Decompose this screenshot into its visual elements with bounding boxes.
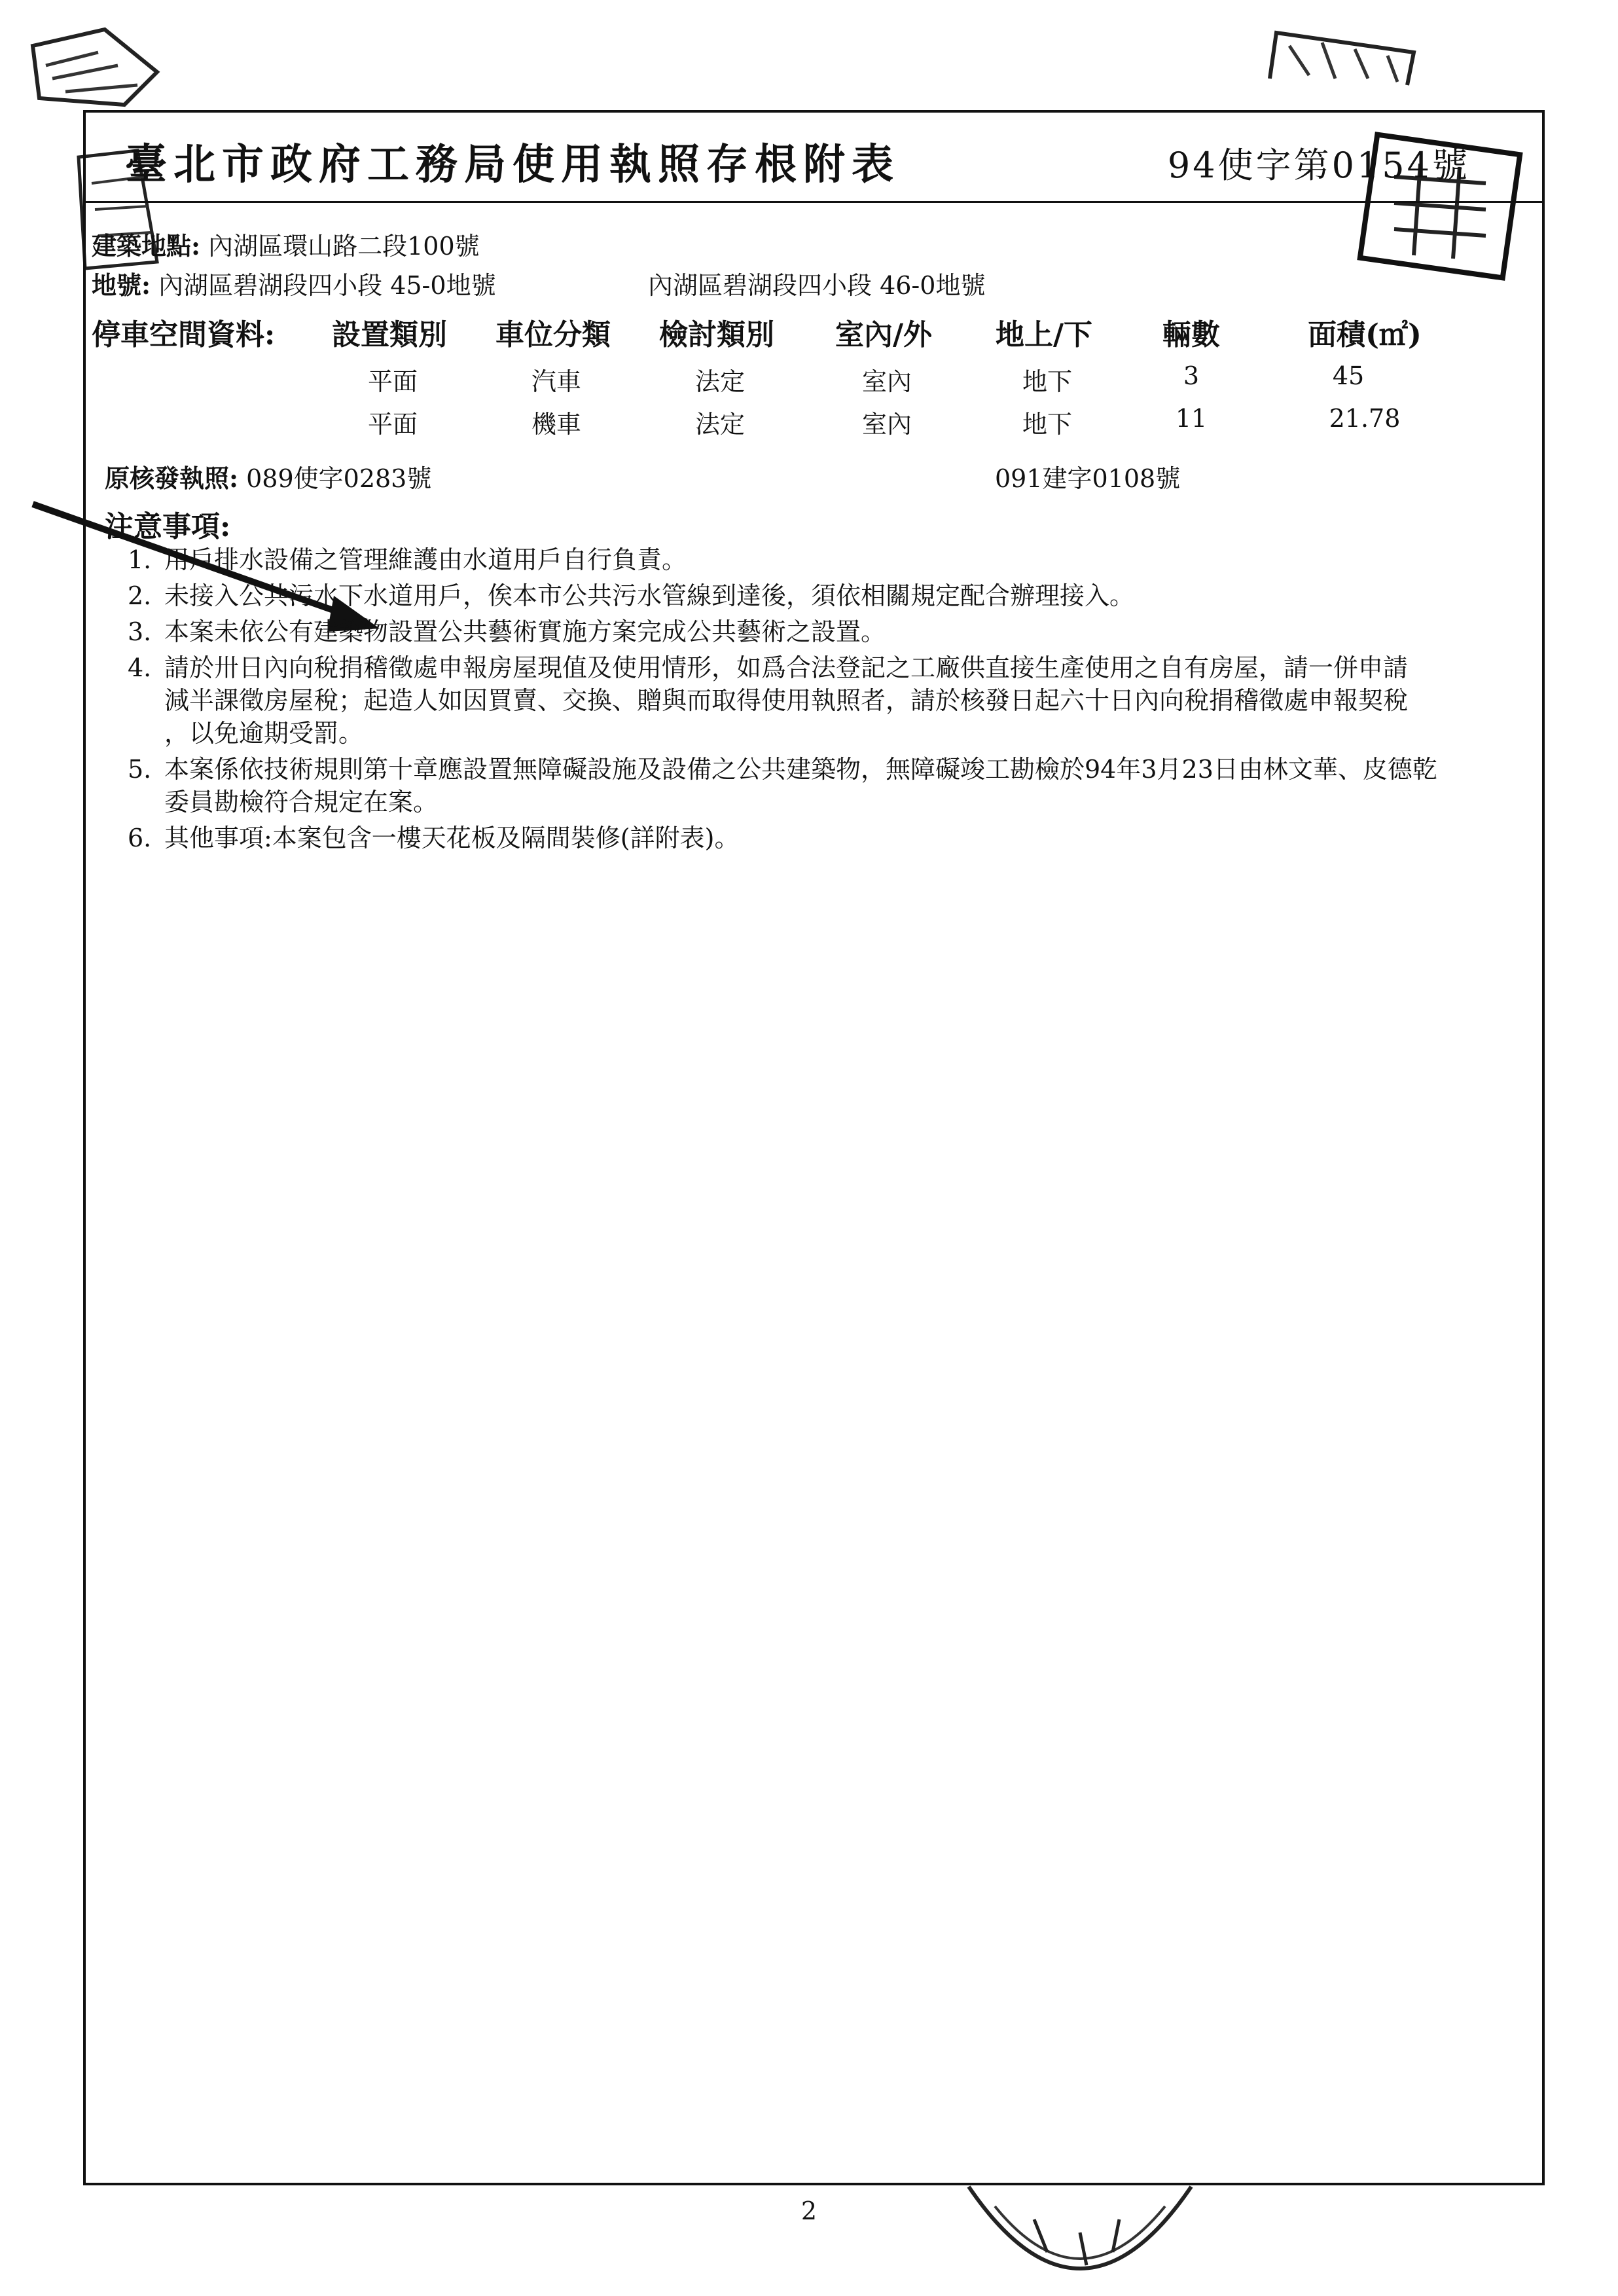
original-permit-value-2: 091建字0108號	[995, 464, 1181, 493]
parking-cell: 地下	[1022, 367, 1073, 396]
note-item-2: 2. 未接入公共污水下水道用戶，俟本市公共污水管線到達後，須依相關規定配合辦理接入。	[128, 581, 1135, 610]
parking-header-review: 檢討類別	[659, 318, 774, 352]
parking-cell: 11	[1175, 404, 1208, 433]
original-permit-value-1: 089使字0283號	[246, 464, 432, 493]
parking-header-area: 面積(㎡)	[1308, 318, 1422, 352]
parking-header-type: 設置類別	[332, 318, 447, 352]
parking-cell: 法定	[694, 410, 746, 439]
lot-line	[92, 265, 496, 301]
original-permit-line	[105, 458, 431, 494]
parking-cell: 3	[1183, 361, 1200, 390]
parking-cell: 法定	[694, 367, 746, 396]
parking-cell: 機車	[531, 410, 582, 439]
parking-cell: 45	[1332, 361, 1365, 390]
note-item-4: 4. 請於卅日內向稅捐稽徵處申報房屋現值及使用情形，如爲合法登記之工廠供直接生產使用之自有房屋，請一併申請 減半課徵房屋稅；起造人如因買賣、交換、贈與而取得使用執照者，請於核發日起六十日內向稅捐稽徵處申報契稅 ，以免逾期受罰。	[128, 653, 1409, 748]
address-line	[92, 226, 480, 262]
page-number: 2	[800, 2196, 818, 2225]
parking-cell: 室內	[861, 367, 912, 396]
parking-header-indoor: 室內/外	[835, 318, 933, 352]
parking-cell: 21.78	[1329, 404, 1401, 433]
lot-value-1: 內湖區碧湖段四小段 45-0地號	[158, 271, 496, 300]
note-item-3: 3. 本案未依公有建築物設置公共藝術實施方案完成公共藝術之設置。	[128, 617, 886, 646]
lot-label: 地號:	[92, 270, 151, 300]
address-value: 內湖區環山路二段100號	[208, 232, 480, 261]
parking-cell: 平面	[367, 367, 418, 396]
address-label: 建築地點:	[92, 231, 201, 261]
parking-cell: 汽車	[531, 367, 582, 396]
note-item-5: 5. 本案係依技術規則第十章應設置無障礙設施及設備之公共建築物，無障礙竣工勘檢於94年3月23日由林文華、皮德乾 委員勘檢符合規定在案。	[128, 755, 1437, 816]
corner-stamp-top-right	[1257, 20, 1427, 92]
document-title: 臺北市政府工務局使用執照存根附表	[125, 140, 900, 189]
note-item-1: 1. 用戶排水設備之管理維護由水道用戶自行負責。	[128, 545, 687, 574]
original-permit-label: 原核發執照:	[105, 464, 239, 493]
parking-cell: 地下	[1022, 410, 1073, 439]
lot-value-2: 內湖區碧湖段四小段 46-0地號	[648, 271, 986, 300]
notes-title: 注意事項:	[105, 510, 231, 543]
title-row	[86, 113, 1542, 203]
note-item-6: 6. 其他事項:本案包含一樓天花板及隔間裝修(詳附表)。	[128, 824, 740, 852]
parking-cell: 室內	[861, 410, 912, 439]
document-frame	[83, 110, 1545, 2185]
parking-section-label: 停車空間資料:	[92, 318, 276, 352]
permit-number: 94使字第0154號	[1167, 145, 1470, 186]
corner-stamp-top-left	[26, 26, 170, 111]
parking-header-level: 地上/下	[995, 318, 1093, 352]
parking-header-vehicle: 車位分類	[495, 318, 611, 352]
parking-header-count: 輛數	[1162, 318, 1220, 352]
parking-cell: 平面	[367, 410, 418, 439]
